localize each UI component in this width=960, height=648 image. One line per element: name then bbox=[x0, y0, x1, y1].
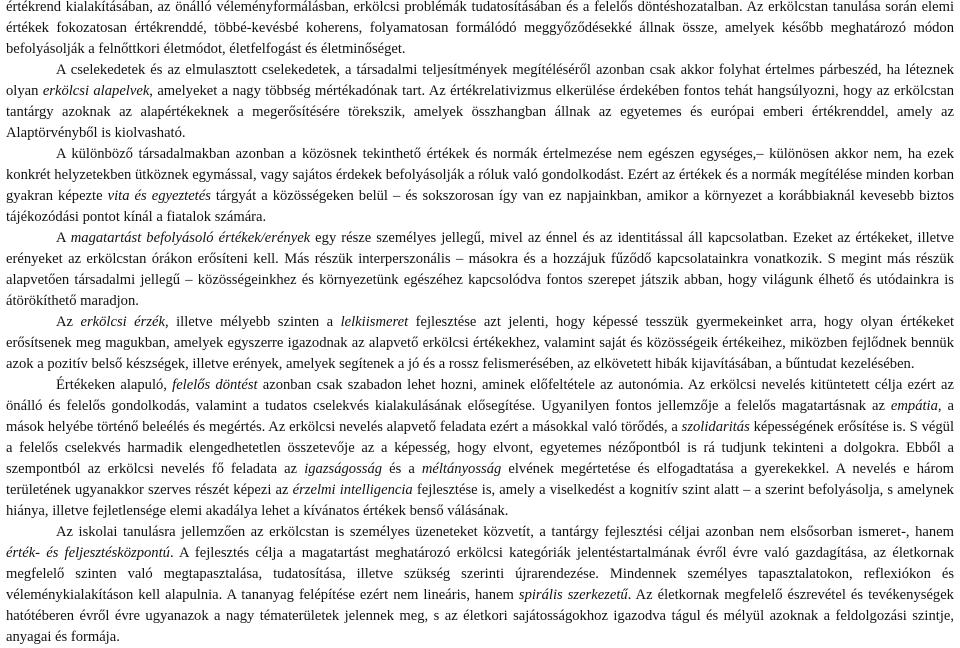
paragraph bbox=[6, 60, 954, 144]
body-text: tárgyát a közösségeken belül – és sokszorosan így van ez napjainkban, amikor a környezet a korábbiaknál kevesebb biztos tájékozódási pontot kínál a fiatalok számára. bbox=[6, 188, 954, 225]
body-text: A cselekedetek és az elmulasztott cselekedetek, a társadalmi teljesítmények megítéléséről azonban csak akkor folyhat értelmes párbeszéd, ha léteznek olyan bbox=[6, 62, 954, 99]
body-text: és a bbox=[382, 461, 422, 477]
emphasized-text: igazságosság bbox=[304, 461, 383, 477]
body-text: . A fejlesztés célja a magatartást meghatározó erkölcsi kategóriák jelentéstartalmának évről évre való gazdagítása, az életkornak megfelelő szinten való megtapasztalása, tudatosítása, illetve szükség szerinti újrarendezése. Mindennek személyes tapasztalatokon, reflexiókon és véleménykialakításon kell alapulnia. A tananyag felépítése ezért nem lineáris, hanem bbox=[6, 545, 954, 603]
emphasized-text: lelkiismeret bbox=[340, 314, 409, 330]
body-text: elvének megértetése és elfogadtatása a gyerekekkel. A nevelés e három területének ugyanakkor szerves részét képezi az bbox=[6, 461, 954, 498]
body-text: Értékeken alapuló, bbox=[56, 377, 173, 393]
paragraph bbox=[6, 144, 954, 228]
emphasized-text: empátia bbox=[890, 398, 938, 414]
emphasized-text: méltányosság bbox=[421, 461, 502, 477]
emphasized-text: felelős döntést bbox=[172, 377, 258, 393]
emphasized-text: érték- és feljesztésközpontú bbox=[6, 545, 170, 561]
document-body bbox=[6, 0, 954, 648]
body-text: azonban csak szabadon lehet hozni, aminek előfeltétele az autonómia. Az erkölcsi nevelés kitüntetett célja ezért az önálló és felelős gondolkodás, valamint a tudatos cselekvés kialakulásának elősegítése. Ugyanilyen fontos jellemzője a felelős magatartásnak az bbox=[6, 377, 954, 414]
emphasized-text: érzelmi intelligencia bbox=[292, 482, 413, 498]
body-text: Az bbox=[56, 314, 81, 330]
body-text: képességének erősítése is. S végül a felelős cselekvés harmadik elengedhetetlen összetevője az a képesség, hogy elvont, egyetemes nézőpontból is rá tudjunk tekinteni a dolgokra. Ebből a szempontból az erkölcsi nevelés fő feladata az bbox=[6, 419, 954, 477]
emphasized-text: vita és egyeztetés bbox=[107, 188, 211, 204]
body-text: , a mások helyébe történő beleélés és megértés. Az erkölcsi nevelés alapvető feladata ezért a másokkal való törődés, a bbox=[6, 398, 954, 435]
body-text: , illetve mélyebb szinten a bbox=[164, 314, 341, 330]
emphasized-text: szolidaritás bbox=[681, 419, 750, 435]
body-text: értékrend kialakításában, az önálló véleményformálásban, erkölcsi problémák tudatosításában és a felelős döntéshozatalban. Az erkölcstan tanulása során elemi értékek fokozatosan értékrenddé, többé-kevésbé koherens, folyamatosan formálódó meggyőződésekké állnak össze, amelyek később meghatározó módon befolyásolják a felnőttkori életmódot, életfelfogást és életminőséget. bbox=[6, 0, 954, 57]
paragraph bbox=[6, 0, 954, 60]
body-text: . Az életkornak megfelelő észrevétel és tevékenységek hatótéberen évről évre ugyanazok a nagy tématerületek jelennek meg, s az életkori sajátosságokhoz igazodva tágul és mélyül azoknak a feldolgozási szintje, anyagai és formája. bbox=[6, 587, 954, 645]
body-text: egy része személyes jellegű, mivel az énnel és az identitással áll kapcsolatban. Ezeket az értékeket, illetve erényeket az erkölcstan órákon erősíteni kell. Más részük interperszonális – másokra és a hozzájuk fűződő kapcsolatainkra vonatkozik. S megint más részük alapvetően társadalmi jellegű – közösségeinkhez és környezetünk egészéhez kapcsolódva fontos szerepet játszik abban, hogy világunk élhető és utódainkra is átörökíthető maradjon. bbox=[6, 230, 954, 309]
body-text: , amelyeket a nagy többség mértékadónak tart. Az értékrelativizmus elkerülése érdekében fontos tehát hangsúlyozni, hogy az erkölcstan tantárgy azoknak az alapértékeknek a megerősítésére törekszik, amelyek összhangban állnak az egyetemes és európai emberi értékrenddel, amely az Alaptörvényből is kiolvasható. bbox=[6, 83, 954, 141]
body-text: fejlesztése is, amely a viselkedést a kognitív szint alatt – a szerint befolyásolja, s amelynek hiánya, illetve fejletlensége elemi akadálya lehet a kívánatos értékek benső válásának. bbox=[6, 482, 954, 519]
emphasized-text: magatartást befolyásoló értékek/erények bbox=[70, 230, 311, 246]
emphasized-text: spirális szerkezetű bbox=[518, 587, 628, 603]
paragraph bbox=[6, 375, 954, 522]
paragraph bbox=[6, 522, 954, 648]
body-text: Az iskolai tanulásra jellemzően az erkölcstan is személyes üzeneteket közvetít, a tantárgy fejlesztési céljai azonban nem elsősorban ismeret-, hanem bbox=[56, 524, 954, 540]
body-text: A különböző társadalmakban azonban a közösnek tekinthető értékek és normák értelmezése nem egészen egységes,– különösen akkor nem, ha ezek konkrét helyzetekben ütköznek egymással, vagy sajátos érdekek befolyásolják a róluk való gondolkodást. Ezért az értékek és a normák megítélése minden korban gyakran képezte bbox=[6, 146, 954, 204]
document-page bbox=[6, 0, 954, 648]
body-text: fejlesztése azt jelenti, hogy képessé tesszük gyermekeinket arra, hogy olyan értékeket erősítsenek meg magukban, amelyek egyszerre igazodnak az alapvető erkölcsi értékekhez, valamint saját és közösségeik értékeihez, miközben fejlődnek bennük azok a pozitív belső készségek, illetve erények, amelyek segítenek a jó és a rossz felismerésében, az elkövetett hibák kijavításában, a bűntudat kezelésében. bbox=[6, 314, 955, 372]
emphasized-text: erkölcsi alapelvek bbox=[42, 83, 150, 99]
paragraph bbox=[6, 312, 954, 375]
body-text: A bbox=[56, 230, 71, 246]
emphasized-text: erkölcsi érzék bbox=[80, 314, 165, 330]
paragraph bbox=[6, 228, 954, 312]
